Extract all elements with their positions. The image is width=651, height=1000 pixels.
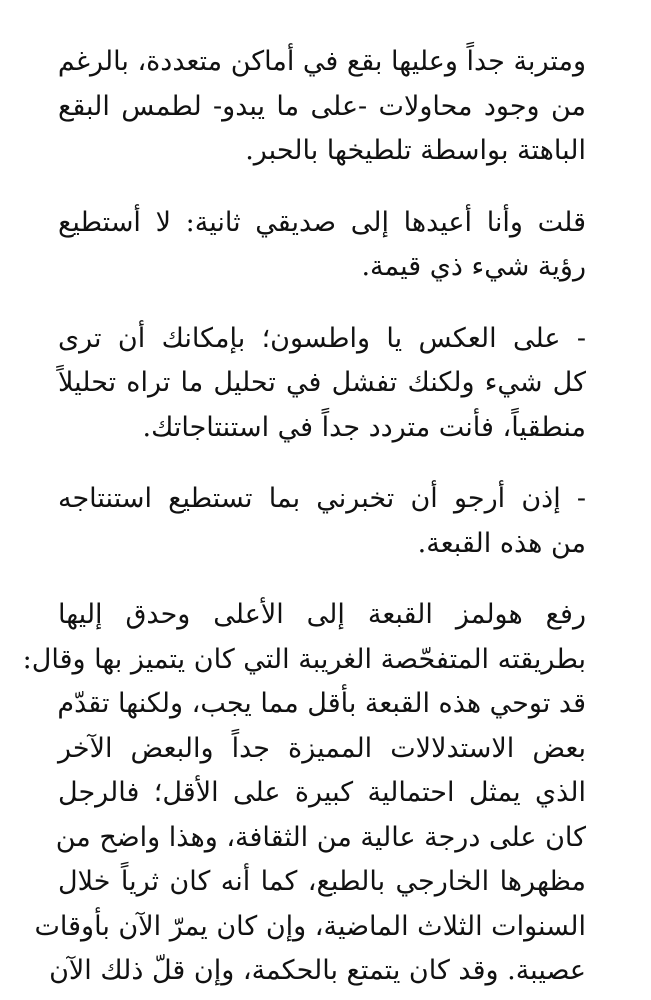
text-line: من هذه القبعة.	[417, 527, 586, 559]
text-line: كان على درجة عالية من الثقافة، وهذا واضح من	[55, 821, 586, 853]
paragraph-4	[58, 477, 586, 566]
text-line: مظهرها الخارجي بالطبع، كما أنه كان ثرياً خلال	[58, 866, 586, 897]
text-line: الباهتة بواسطة تلطيخها بالحبر.	[245, 135, 586, 166]
paragraph-2	[58, 201, 586, 290]
paragraph-5	[22, 593, 586, 994]
paragraph-3	[58, 317, 586, 451]
text-line: - إذن أرجو أن تخبرني بما تستطيع استنتاجه	[58, 483, 586, 514]
paragraph-gap	[58, 566, 586, 593]
text-line: بطريقته المتفحّصة الغريبة التي كان يتميز بها وقال:	[22, 643, 586, 675]
text-line: منطقياً، فأنت متردد جداً في استنتاجاتك.	[142, 411, 586, 443]
text-line: من وجود محاولات -على ما يبدو- لطمس البقع	[58, 90, 586, 122]
text-line: - على العكس يا واطسون؛ بإمكانك أن ترى	[58, 322, 586, 354]
text-line: الذي يمثل احتمالية كبيرة على الأقل؛ فالرجل	[58, 777, 586, 808]
text-line: رفع هولمز القبعة إلى الأعلى وحدق إليها	[58, 599, 586, 630]
paragraph-1	[58, 40, 586, 174]
text-line: رؤية شيء ذي قيمة.	[361, 251, 586, 282]
text-line: ومتربة جداً وعليها بقع في أماكن متعددة، بالرغم	[57, 46, 586, 77]
text-line: عصيبة. وقد كان يتمتع بالحكمة، وإن قلّ ذلك الآن	[49, 955, 586, 986]
text-line: السنوات الثلاث الماضية، وإن كان يمرّ الآن بأوقات	[34, 910, 586, 942]
paragraph-gap	[58, 290, 586, 317]
text-line: قلت وأنا أعيدها إلى صديقي ثانية: لا أستطيع	[58, 206, 586, 238]
text-line: كل شيء ولكنك تفشل في تحليل ما تراه تحليلاً	[58, 367, 586, 398]
paragraph-gap	[58, 450, 586, 477]
paragraph-gap	[58, 174, 586, 201]
text-line: بعض الاستدلالات المميزة جداً والبعض الآخر	[58, 732, 586, 764]
text-line: قد توحي هذه القبعة بأقل مما يجب، ولكنها تقدّم	[57, 688, 586, 719]
book-page	[22, 40, 586, 990]
